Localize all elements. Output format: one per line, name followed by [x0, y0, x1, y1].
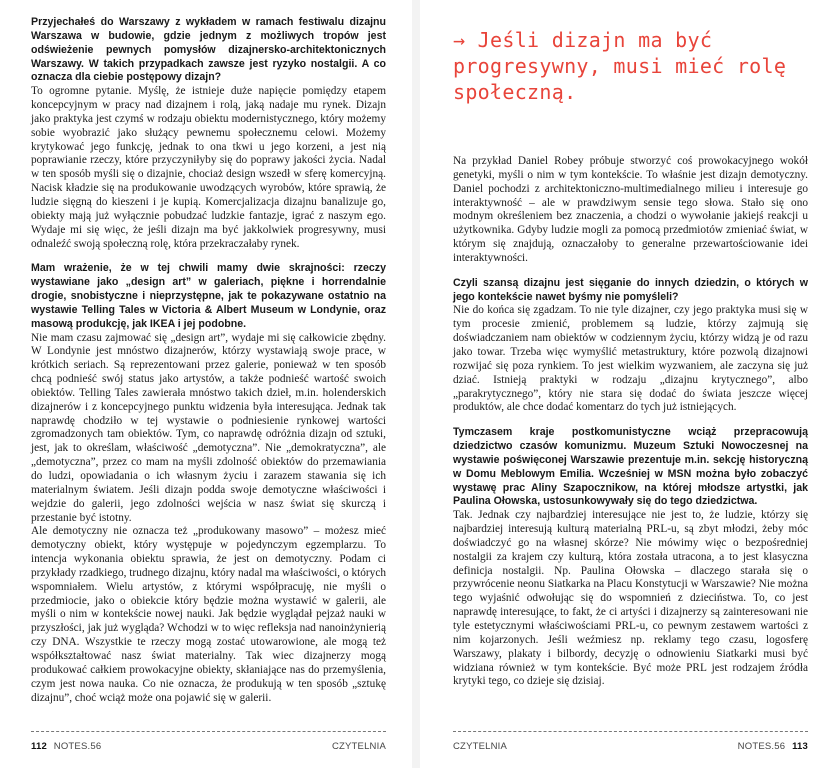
question-4: Tymczasem kraje postkomunistyczne wciąż przepracowują dziedzictwo czasów komunizmu. Muzeum Sztuki Nowoczesnej na wystawie poświęconej Warszawie prezentuje m.in. sekcję historyczną w Domu Meblowym Emilia. Wcześniej w MSN można było zobaczyć wystawę prac Aliny Szapocznikow, na której młodsze artystki, jak Paulina Ołowska, ustosunkowywały się do tego dziedzictwa.: [453, 426, 808, 508]
journal-name: NOTES.56: [737, 741, 786, 752]
right-page: [420, 0, 831, 768]
question-1: Przyjechałeś do Warszawy z wykładem w ramach festiwalu dizajnu Warszawa w budowie, gdzie jednym z możliwych tropów jest odświeżenie pewnych pomysłów dizajnersko-architektonicznych Warszawy. W takich przypadkach zawsze jest ryzyko nostalgii. A co oznacza dla ciebie postępowy dizajn?: [31, 16, 386, 84]
answer-4: Na przykład Daniel Robey próbuje stworzyć coś prowokacyjnego wokół genetyki, myśli o nim w tym kontekście. To właśnie jest dizajn demotyczny. Daniel pochodzi z architektoniczno-multimedialnego milieu i interesuje go interaktywność – ale w prawdziwym sensie tego słowa. Stało się ono modnym określeniem bez znaczenia, a chodzi o wywołanie jakiejś reakcji u użytkownika. Gdyby ludzie mogli za pomocą przedmiotów zmieniać świat, w którym się znajdują, oznaczałoby to generalne przewartościowanie idei interaktywności.: [453, 155, 808, 264]
section-name: CZYTELNIA: [331, 741, 386, 752]
footer-left-info: [31, 741, 101, 752]
answer-5: Nie do końca się zgadzam. To nie tyle dizajner, czy jego praktyka musi się w tym procesie zmienić, problemem są ludzie, którzy zajmują się doświadczaniem nam obiektów w codziennym życiu, którzy widzą je od razu jako towar. Trzeba więc wymyślić metastruktury, które pozwolą dizajnowi rozwijać się poza rynkiem. To jest wielkim wyzwaniem, ale zaczyna się już dziać. Istnieją praktyki w rodzaju „dizajnu krytycznego”, albo „parakrytycznego”, który nie stara się dodać do świata jeszcze więcej produktów, ale chce dodać komentarz do tych już istniejących.: [453, 304, 808, 414]
answer-1: To ogromne pytanie. Myślę, że istnieje duże napięcie pomiędzy etapem koncepcyjnym w pracy nad dizajnem i rolą, jaką nadaje mu rynek. Dizajn jako praktyka jest czymś w rodzaju obiektu modernistycznego, który możemy sobie wyobrazić jako służący pewnemu społecznemu celowi. Możemy krytykować jego funkcję, jednak to ona tkwi u jego korzeni, a jest nią poprawianie rzeczy, które przyczyniłyby się do poprawy jakości życia. Nadal w ten sposób myśli się o dizajnie, chociaż design wszedł w sferę komercyjną. Nacisk kładzie się na produkowanie uwodzących wyrobów, które sprawią, że ludzie sięgną do kieszeni i je kupią. Komercjalizacja dizajnu banalizuje go, obiekty mają już wyłącznie pobudzać ludzkie fantazje, igrać z naszym ego. Wydaje mi się więc, że jeśli dizajn ma być jakkolwiek progresywny, musi odnaleźć swoją społeczną rolę, która przekraczałaby rynek.: [31, 85, 386, 250]
left-column: [31, 16, 386, 705]
question-2: Mam wrażenie, że w tej chwili mamy dwie skrajności: rzeczy wystawiane jako „design art” w galeriach, piękne i horrendalnie drogie, snobistyczne i nieprzystępne, jak te pokazywane ostatnio na wystawie Telling Tales w Victoria & Albert Museum w Londynie, oraz masową produkcję, jak IKEA i jej podobne.: [31, 262, 386, 330]
left-page: [0, 0, 412, 768]
answer-2: Nie mam czasu zajmować się „design art”, wydaje mi się całkowicie zbędny. W Londynie jest mnóstwo dizajnerów, którzy wystawiają swoje prace, w krótkich seriach. Są reprezentowani przez galerie, ponieważ w ten sposób chcą podnieść swój status jako artystów, a także podnieść wartość swoich obiektów. Telling Tales zawierała mnóstwo takich dzieł, m.in. holenderskich dizajnerów i z koncepcyjnego punktu widzenia była interesująca. Jednak tak naprawdę chodziło w tej wystawie o podniesienie rynkowej wartości zgromadzonych tam obiektów. Tym, co naprawdę odróżnia dizajn od sztuki, jest, jak to określam, właściwość „demotyczna”. Nie „demokratyczna”, ale „demotyczna”, przez co mam na myśli zdolność obiektów do przemawiania do ludzi, opowiadania o ich własnym życiu i zarazem stawania się ich materialnym światem. Jeśli dizajn podda swoje demotyczne właściwości i wejdzie do galerii, jego zdolności wejścia w nasz świat się skurczą i przestanie być istotny.: [31, 331, 386, 524]
answer-6: Tak. Jednak czy najbardziej interesujące nie jest to, że ludzie, którzy się najbardziej interesują kulturą materialną PRL-u, są zbyt młodzi, żeby móc doświadczyć go na własnej skórze? Nie mówimy więc o bezpośredniej nostalgii za krajem czy kulturą, która została utracona, a to jest klasyczna definicja nostalgii. Np. Paulina Ołowska – dlaczego starała się o przywrócenie neonu Siatkarka na Placu Konstytucji w Warszawie? Nie można tego wyjaśnić odwołując się do wspomnień z dzieciństwa. To, co jest naprawdę interesujące, to fakt, że ci artyści i dizajnerzy są zainteresowani nie tyle estetycznymi właściwościami PRL-u, co pewnym zestawem wartości z nim kojarzonych. Jeśli weźmiesz np. reklamy tego czasu, logosferę Warszawy, plakaty i bilbordy, decyzję o odnowieniu Siatkarki musi być widziana również w tym kontekście. Być może PRL jest rodzajem źródła krytyki tego, co dzieje się dzisiaj.: [453, 509, 808, 688]
question-3: Czyli szansą dizajnu jest sięganie do innych dziedzin, o których w jego kontekście nawet byśmy nie pomyśleli?: [453, 276, 808, 303]
pull-quote: → Jeśli dizajn ma być progresywny, musi mieć rolę społeczną.: [453, 28, 787, 104]
section-name: CZYTELNIA: [453, 741, 508, 752]
footer-divider: [453, 731, 808, 732]
journal-name: NOTES.56: [53, 741, 102, 752]
page-gutter: [412, 0, 420, 768]
right-column: [453, 155, 808, 689]
footer-right-info: [738, 741, 808, 752]
answer-3: Ale demotyczny nie oznacza też „produkowany masowo” – możesz mieć demotyczny obiekt, który występuje w pojedynczym egzemplarzu. To intencja wykonania obiektu sprawia, że jest on demotyczny. Podam ci przykłady rzadkiego, trudnego dizajnu, który nadal ma właściwości, o których wspomniałem. Wielu artystów, z którymi współpracuję, nie myśli o przedmiocie, jako o obiekcie który będzie można wystawić w galerii, ale myśli o nim w kontekście nowej nauki. Jak będzie wyglądał pejzaż nauki w przyszłości, jak już wygląda? Wchodzi w to więc refleksja nad nanoinżynierią czy DNA. Wszystkie te rzeczy mogą zostać utowarowione, ale mogą też współkształtować nasz świat materialny. Tak wiec dizajnerzy mogą produkować całkiem prowokacyjne obiekty, skłaniające nas do przemyślenia, czym jest nowa nauka. Co nie oznacza, że produkują w ten sposób „sztukę dizajnu”, choć wciąż może ona pojawić się w galerii.: [31, 525, 386, 704]
footer-divider: [31, 731, 386, 732]
page-number: 113: [792, 741, 808, 752]
page-number: 112: [31, 741, 47, 752]
